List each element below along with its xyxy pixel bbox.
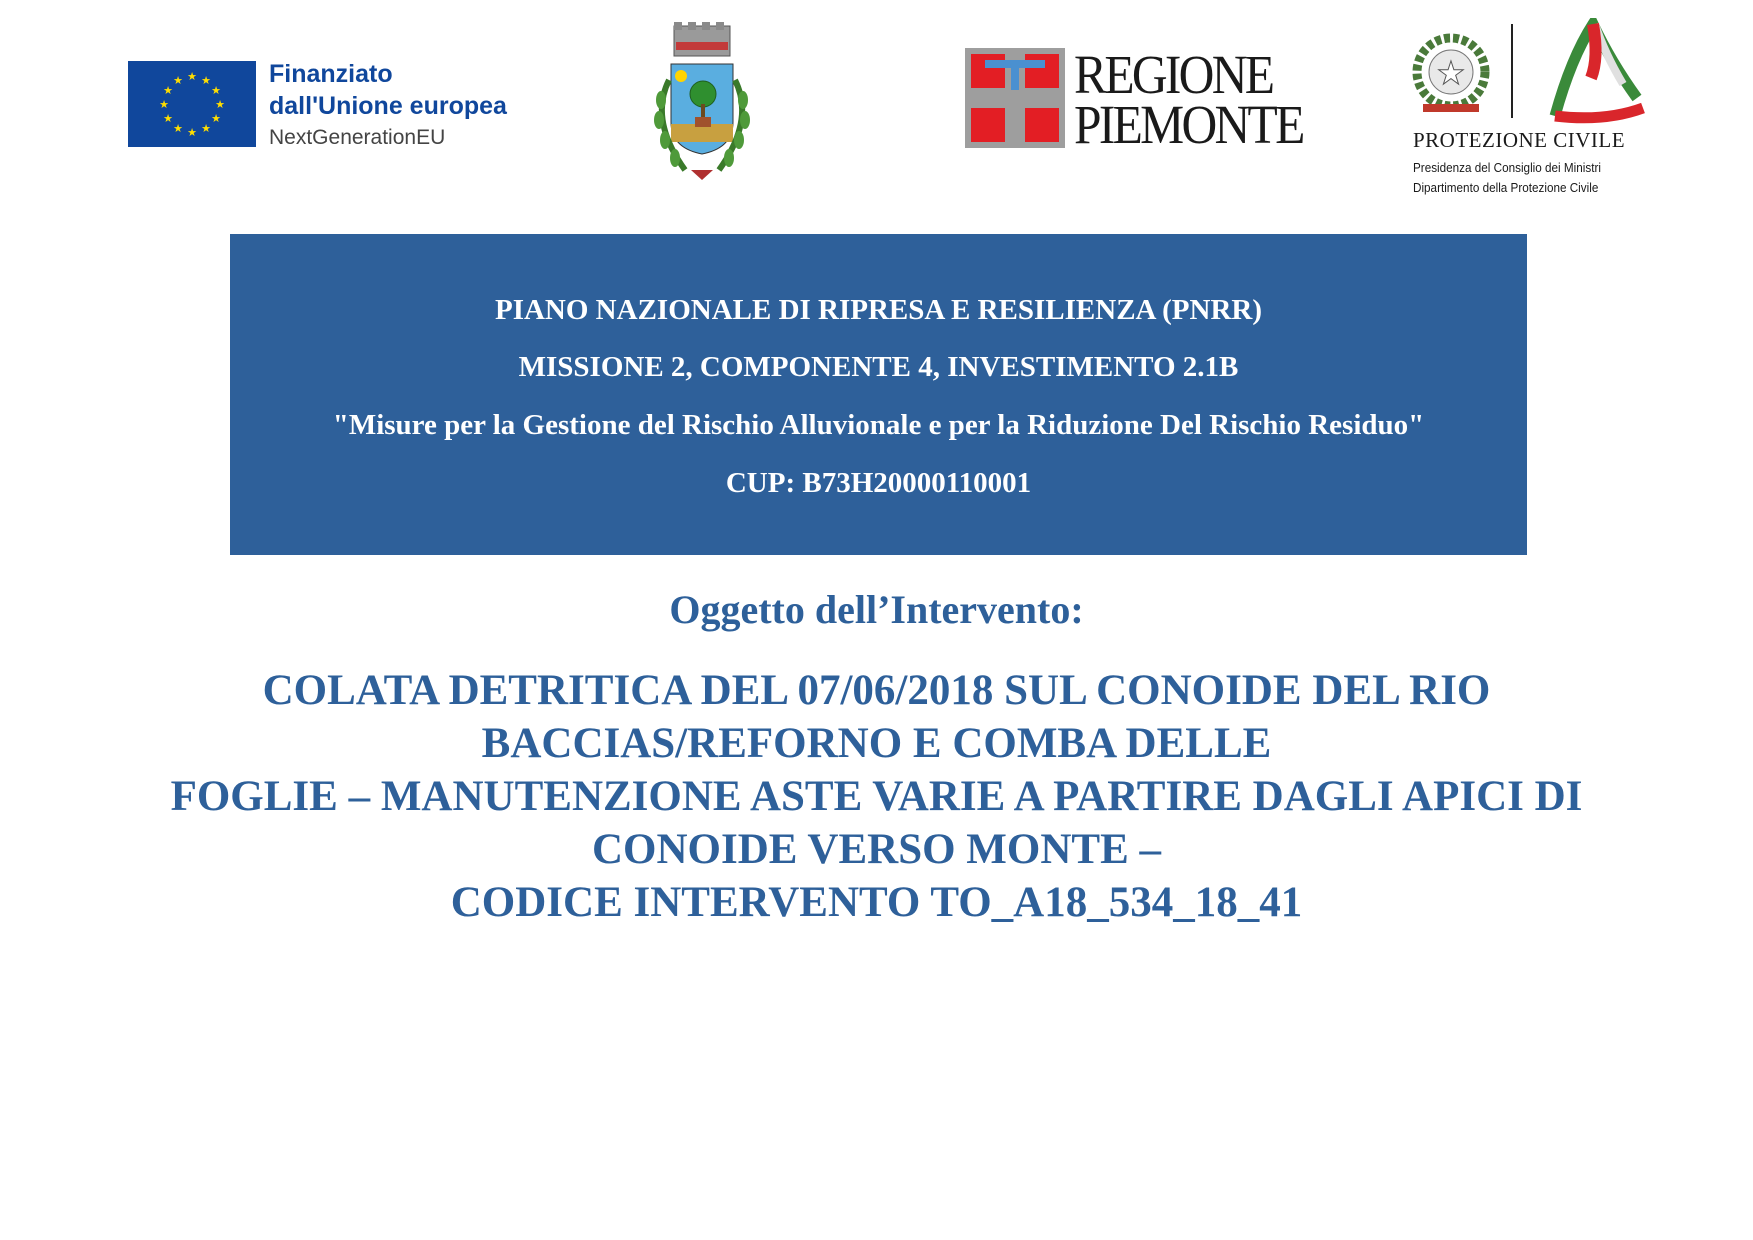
protezione-civile-logo [1405, 18, 1650, 198]
subject-title-line: CONOIDE VERSO MONTE – [591, 826, 1162, 873]
eu-logo-line3: NextGenerationEU [269, 126, 446, 149]
regione-line1: REGIONE [1074, 44, 1273, 105]
protezione-civile-sub2: Dipartimento della Protezione Civile [1413, 180, 1599, 195]
regione-piemonte-logo [965, 44, 1305, 155]
eu-funding-logo [128, 58, 528, 148]
subject-title-line: BACCIAS/REFORNO E COMBA DELLE [481, 720, 1272, 767]
svg-text:★: ★ [187, 70, 197, 83]
eu-logo-line2: dall'Unione europea [269, 92, 507, 120]
banner-line-misure: "Misure per la Gestione del Rischio Alluvionale e per la Riduzione Del Rischio Residuo" [332, 409, 1425, 441]
protezione-civile-emblem-icon [1405, 18, 1650, 126]
pnrr-header-banner [230, 234, 1527, 555]
eu-flag-icon [128, 61, 256, 147]
eu-logo-line1: Finanziato [269, 60, 393, 88]
svg-text:★: ★ [173, 122, 183, 135]
subject-title-line: COLATA DETRITICA DEL 07/06/2018 SUL CONOIDE DEL RIO [262, 667, 1491, 714]
subject-title-line: CODICE INTERVENTO TO_A18_534_18_41 [450, 879, 1303, 926]
svg-text:★: ★ [163, 84, 173, 97]
svg-text:★: ★ [201, 74, 211, 87]
coat-of-arms-icon [641, 20, 763, 186]
svg-text:★: ★ [1436, 54, 1466, 92]
regione-line2: PIEMONTE [1074, 94, 1303, 155]
svg-text:★: ★ [187, 126, 197, 139]
banner-line-missione: MISSIONE 2, COMPONENTE 4, INVESTIMENTO 2.1B [518, 351, 1239, 383]
protezione-civile-title: PROTEZIONE CIVILE [1413, 128, 1626, 152]
protezione-civile-sub1: Presidenza del Consiglio dei Ministri [1413, 160, 1601, 175]
svg-text:★: ★ [173, 74, 183, 87]
banner-line-cup: CUP: B73H20000110001 [725, 467, 1032, 499]
banner-line-pnrr: PIANO NAZIONALE DI RIPRESA E RESILIENZA (PNRR) [494, 294, 1262, 326]
svg-text:★: ★ [211, 112, 221, 125]
svg-text:★: ★ [211, 84, 221, 97]
svg-text:★: ★ [215, 98, 225, 111]
svg-text:★: ★ [163, 112, 173, 125]
piemonte-cross-icon [965, 48, 1065, 148]
svg-text:★: ★ [159, 98, 169, 111]
svg-text:★: ★ [201, 122, 211, 135]
municipal-crest-logo [641, 20, 763, 186]
subject-title [0, 664, 1753, 929]
subject-title-line: FOGLIE – MANUTENZIONE ASTE VARIE A PARTIRE DAGLI APICI DI [170, 773, 1583, 820]
subject-heading: Oggetto dell’Intervento: [669, 587, 1084, 632]
